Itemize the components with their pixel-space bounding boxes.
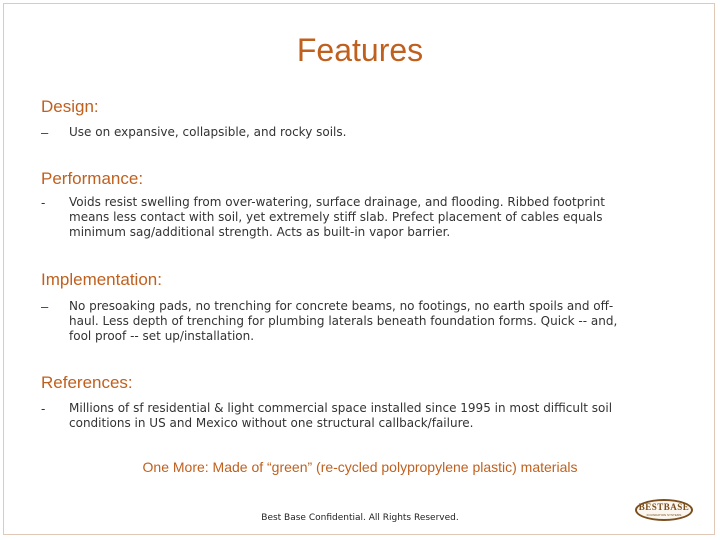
bullet-design: – — [41, 125, 49, 140]
section-body-references — [69, 401, 669, 431]
section-body-implementation — [69, 299, 669, 344]
body-line: Voids resist swelling from over-watering, surface drainage, and flooding. Ribbed footprint — [69, 195, 605, 209]
bullet-performance: - — [41, 195, 46, 210]
bullet-references: - — [41, 401, 46, 416]
logo-name: BESTBASE — [638, 502, 690, 512]
section-heading-references: References: — [41, 373, 133, 392]
section-body-design — [69, 125, 669, 140]
logo-tagline: FOUNDATION SYSTEMS — [646, 513, 682, 517]
bullet-implementation: – — [41, 299, 49, 314]
body-line: fool proof -- set up/installation. — [69, 329, 255, 343]
one-more-note: One More: Made of “green” (re-cycled polypropylene plastic) materials — [142, 459, 578, 475]
body-line: No presoaking pads, no trenching for concrete beams, no footings, no earth spoils and off- — [69, 299, 614, 313]
bestbase-logo — [635, 499, 693, 521]
body-line: haul. Less depth of trenching for plumbing laterals beneath foundation forms. Quick -- and, — [69, 314, 618, 328]
body-line: minimum sag/additional strength. Acts as built-in vapor barrier. — [69, 225, 451, 239]
body-line: means less contact with soil, yet extremely stiff slab. Prefect placement of cables equals — [69, 210, 603, 224]
section-heading-performance: Performance: — [41, 169, 144, 188]
confidential-footer: Best Base Confidential. All Rights Reserved. — [261, 513, 459, 523]
section-body-performance — [69, 195, 669, 240]
section-heading-design: Design: — [41, 97, 99, 116]
section-heading-implementation: Implementation: — [41, 270, 162, 289]
body-line: Millions of sf residential & light commercial space installed since 1995 in most difficult soil — [69, 401, 613, 415]
body-line: conditions in US and Mexico without one structural callback/failure. — [69, 416, 474, 430]
slide-title: Features — [296, 32, 424, 68]
slide-frame — [3, 3, 715, 535]
body-line: Use on expansive, collapsible, and rocky soils. — [69, 125, 347, 139]
